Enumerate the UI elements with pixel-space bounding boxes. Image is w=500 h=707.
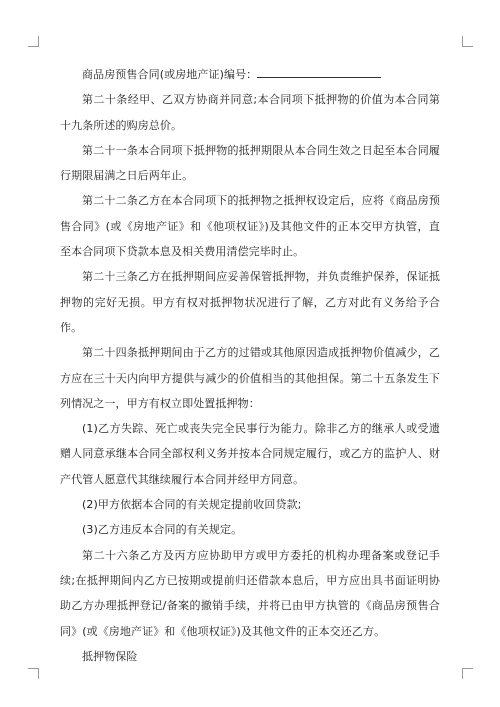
contract-number-blank — [257, 66, 381, 78]
crop-mark-bottom-right — [462, 668, 473, 679]
contract-number-label: 商品房预售合同(或房地产证)编号： — [82, 68, 258, 81]
contract-number-line — [60, 62, 440, 87]
crop-mark-top-right — [462, 36, 473, 47]
clause-22: 第二十二条乙方在本合同项下的抵押物之抵押权设定后，应将《商品房预售合同》(或《房地产证》和《他项权证》)及其他文件的正本交甲方执管，直至本合同项下贷款本息及相关费用清偿完毕时止。 — [60, 194, 440, 259]
condition-2: (2)甲方依据本合同的有关规定提前收回贷款; — [82, 498, 302, 512]
clause-23: 第二十三条乙方在抵押期间应妥善保管抵押物，并负责维护保养，保证抵押物的完好无损。甲方有权对抵押物状况进行了解，乙方对此有义务给予合作。 — [60, 270, 440, 334]
section-heading-collateral-insurance: 抵押物保险 — [82, 649, 138, 663]
condition-1: (1)乙方失踪、死亡或丧失完全民事行为能力。除非乙方的继承人或受遗赠人同意承继本合同全部权利义务并按本合同规定履行，或乙方的监护人、财产代管人愿意代其继续履行本合同并经甲方同意。 — [60, 422, 440, 486]
crop-mark-top-left — [28, 36, 39, 47]
condition-3: (3)乙方违反本合同的有关规定。 — [82, 523, 243, 537]
clause-20: 第二十条经甲、乙双方协商并同意;本合同项下抵押物的价值为本合同第十九条所述的购房总价。 — [60, 93, 440, 132]
clause-26: 第二十六条乙方及丙方应协助甲方或甲方委托的机构办理备案或登记手续;在抵押期间内乙方已按期或提前归还借款本息后，甲方应出具书面证明协助乙方办理抵押登记/备案的撤销手续，并将已由甲方执管的《商品房预售合同》(或《房地产证》和《他项权证》)及其他文件的正本交还乙方。 — [60, 548, 440, 638]
clause-24-25: 第二十四条抵押期间由于乙方的过错或其他原因造成抵押物价值减少，乙方应在三十天内向甲方提供与减少的价值相当的其他担保。第二十五条发生下列情况之一，甲方有权立即处置抵押物： — [60, 346, 440, 410]
crop-mark-bottom-left — [28, 668, 39, 679]
document-body — [60, 62, 440, 669]
clause-21: 第二十一条本合同项下抵押物的抵押期限从本合同生效之日起至本合同履行期限届满之日后两年止。 — [60, 143, 440, 183]
